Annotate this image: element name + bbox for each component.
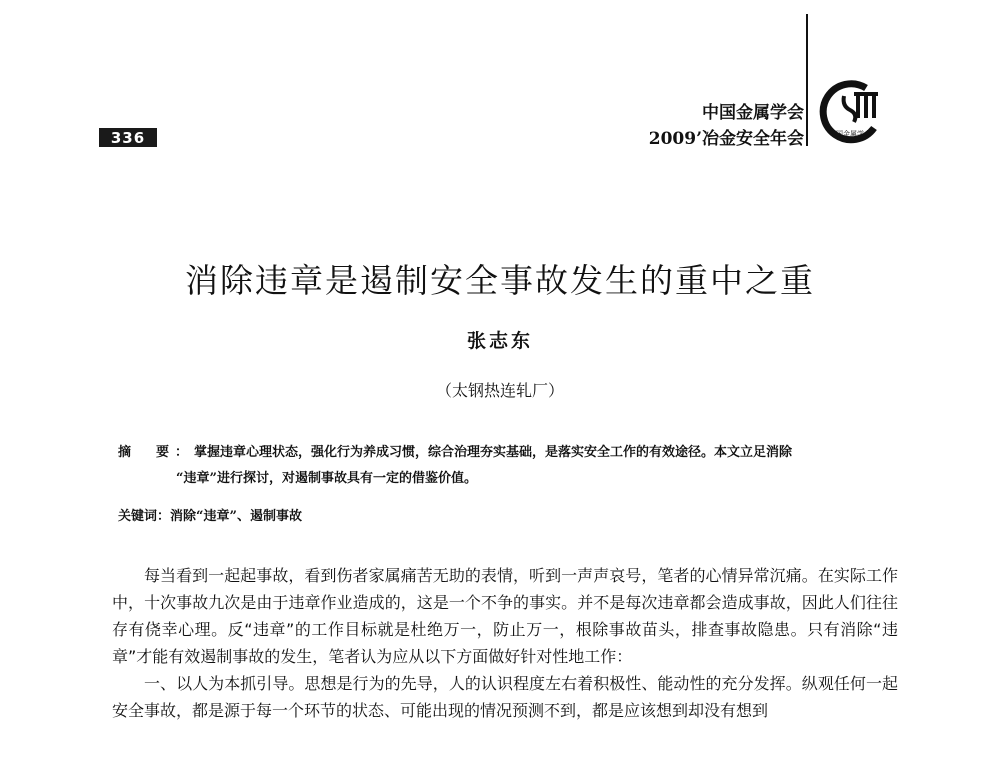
article-title: 消除违章是遏制安全事故发生的重中之重 — [185, 261, 815, 300]
article-affiliation: （太钢热连轧厂） — [435, 381, 564, 400]
body-paragraph-1: 每当看到一起起事故，看到伤者家属痛苦无助的表情，听到一声声哀号，笔者的心情异常沉痛。在实际工作中，十次事故九次是由于违章作业造成的，这是一个不争的事实。并不是每次违章都会造成事故，因此人们往往存有侥幸心理。反“违章”的工作目标就是杜绝万一，防止万一，根除事故苗头，排查事故隐患。只有消除“违章”才能有效遏制事故的发生，笔者认为应从以下方面做好针对性地工作： — [112, 566, 898, 666]
running-header — [649, 100, 804, 152]
body-paragraph-2: 一、以人为本抓引导。思想是行为的先导，人的认识程度左右着积极性、能动性的充分发挥。纵观任何一起安全事故，都是源于每一个环节的状态、可能出现的情况预测不到，都是应该想到却没有想到 — [112, 674, 898, 720]
abstract-label: 摘 要： — [118, 445, 195, 460]
logo-caption: 中国金属学会 — [829, 130, 871, 138]
abstract-line-1: 掌握违章心理状态，强化行为养成习惯，综合治理夯实基础，是落实安全工作的有效途径。本文立足消除 — [194, 445, 793, 460]
header-divider — [806, 14, 808, 146]
abstract — [118, 440, 898, 492]
article-author: 张志东 — [466, 330, 533, 352]
abstract-line-2: “违章”进行探讨，对遏制事故具有一定的借鉴价值。 — [176, 471, 477, 486]
society-logo-icon — [814, 76, 886, 146]
conference-name: 2009’冶金安全年会 — [648, 129, 804, 149]
keywords-text: 消除“违章”、遏制事故 — [170, 509, 302, 524]
keywords — [118, 505, 302, 524]
society-name: 中国金属学会 — [702, 103, 804, 123]
article-body — [112, 562, 898, 724]
keywords-label: 关键词： — [118, 509, 171, 524]
page-number: 336 — [99, 128, 157, 147]
